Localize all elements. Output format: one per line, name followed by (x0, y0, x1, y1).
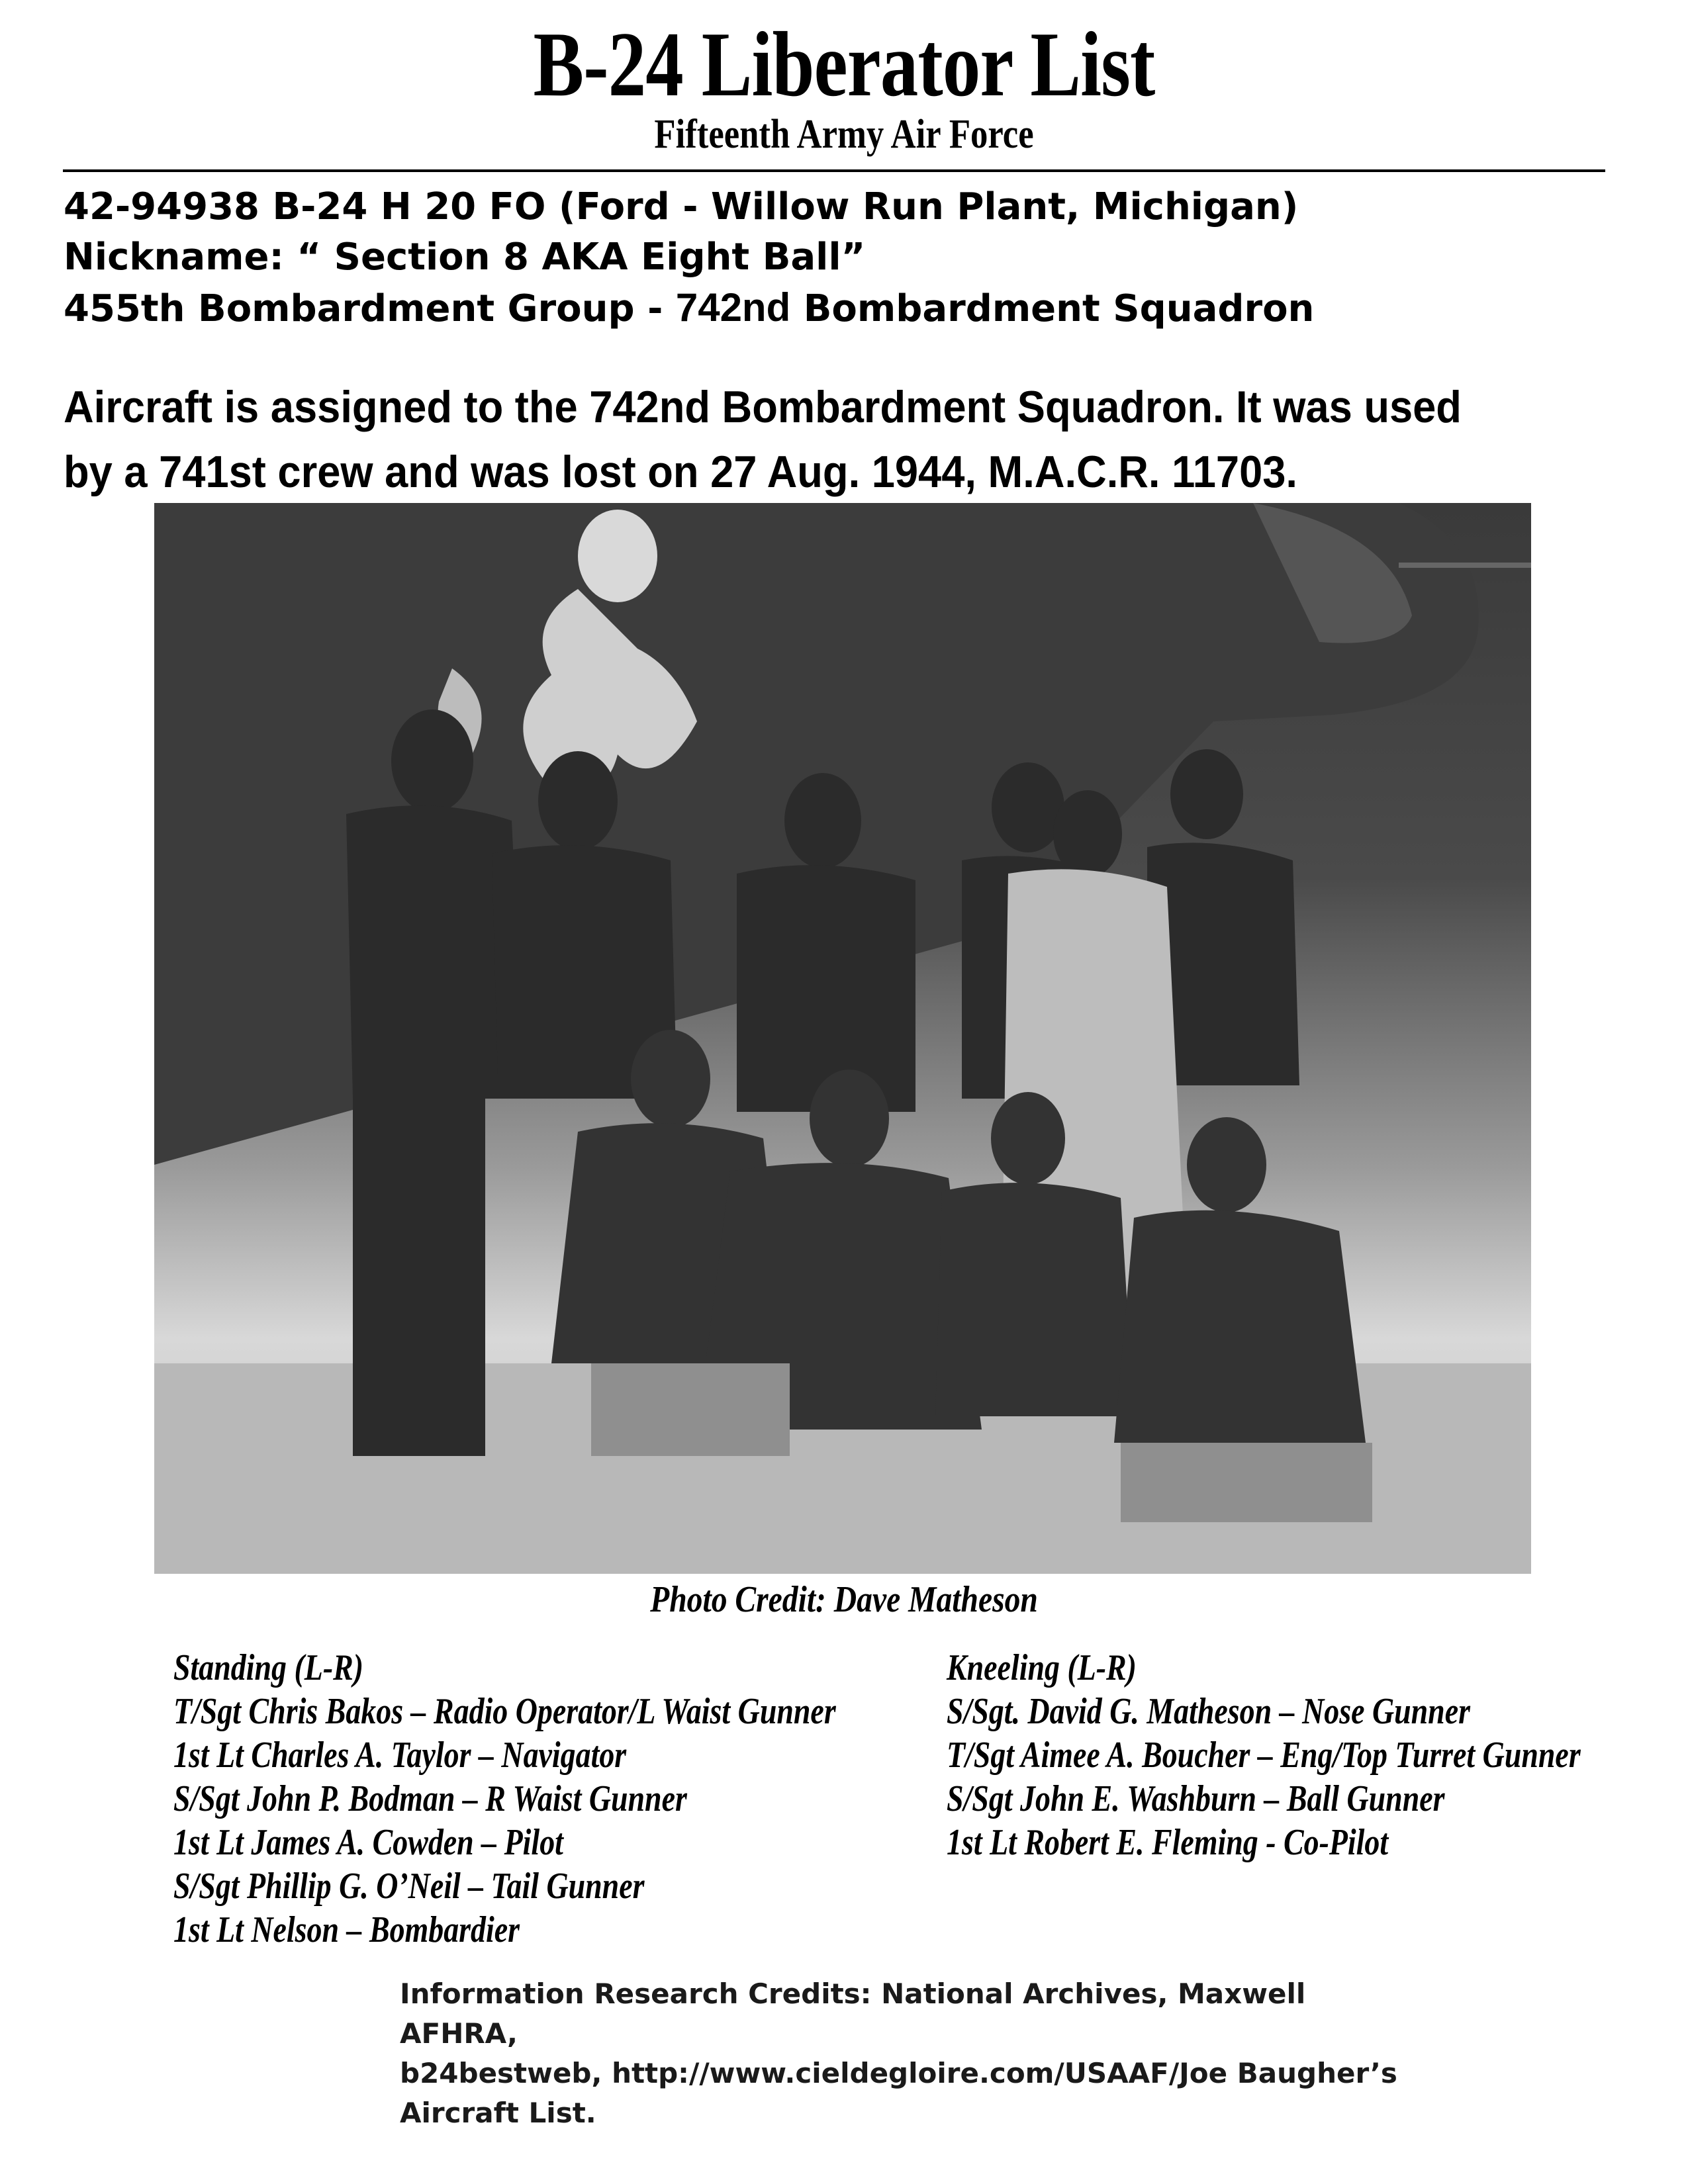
standing-list (173, 1646, 836, 1952)
research-credits (400, 1974, 1419, 2133)
kneeling-list (947, 1646, 1581, 1864)
research-line: b24bestweb, http://www.cieldegloire.com/USAAF/Joe Baugher’s (400, 2057, 1397, 2089)
crew-member: T/Sgt Chris Bakos – Radio Operator/L Waist Gunner (173, 1691, 836, 1732)
page-title: B-24 Liberator List (533, 13, 1155, 116)
squadron-label: Bombardment Squadron (790, 287, 1315, 330)
aircraft-nickname: Nickname: “ Section 8 AKA Eight Ball” (64, 236, 866, 279)
crew-member: S/Sgt Phillip G. O’Neil – Tail Gunner (173, 1866, 645, 1907)
crew-photo (154, 503, 1531, 1574)
group-label: 455th Bombardment Group - (64, 287, 676, 330)
aircraft-summary: Aircraft is assigned to the 742nd Bombardment Squadron. It was used by a 741st crew and was lost on 27 Aug. 1944, M.A.C.R. 11703. (64, 382, 1462, 497)
squadron-number: 742nd (675, 285, 791, 330)
research-line: Aircraft List. (400, 2097, 596, 2129)
crew-member: 1st Lt James A. Cowden – Pilot (173, 1822, 563, 1863)
crew-member: 1st Lt Robert E. Fleming - Co-Pilot (947, 1822, 1389, 1863)
kneeling-heading: Kneeling (L-R) (947, 1647, 1137, 1688)
crew-member: T/Sgt Aimee A. Boucher – Eng/Top Turret Gunner (947, 1735, 1581, 1776)
page-subtitle: Fifteenth Army Air Force (654, 112, 1034, 157)
research-line: Information Research Credits: National Archives, Maxwell AFHRA, (400, 1978, 1306, 2050)
crew-member: S/Sgt. David G. Matheson – Nose Gunner (947, 1691, 1470, 1732)
header-divider (63, 169, 1605, 172)
photo-credit: Photo Credit: Dave Matheson (650, 1579, 1038, 1620)
crew-member: 1st Lt Charles A. Taylor – Navigator (173, 1735, 627, 1776)
standing-heading: Standing (L-R) (173, 1647, 364, 1688)
crew-member: S/Sgt John P. Bodman – R Waist Gunner (173, 1778, 687, 1819)
aircraft-serial-line: 42-94938 B-24 H 20 FO (Ford - Willow Run Plant, Michigan) (64, 185, 1299, 228)
crew-member: 1st Lt Nelson – Bombardier (173, 1909, 520, 1950)
crew-member: S/Sgt John E. Washburn – Ball Gunner (947, 1778, 1445, 1819)
aircraft-group-line (64, 286, 1314, 331)
